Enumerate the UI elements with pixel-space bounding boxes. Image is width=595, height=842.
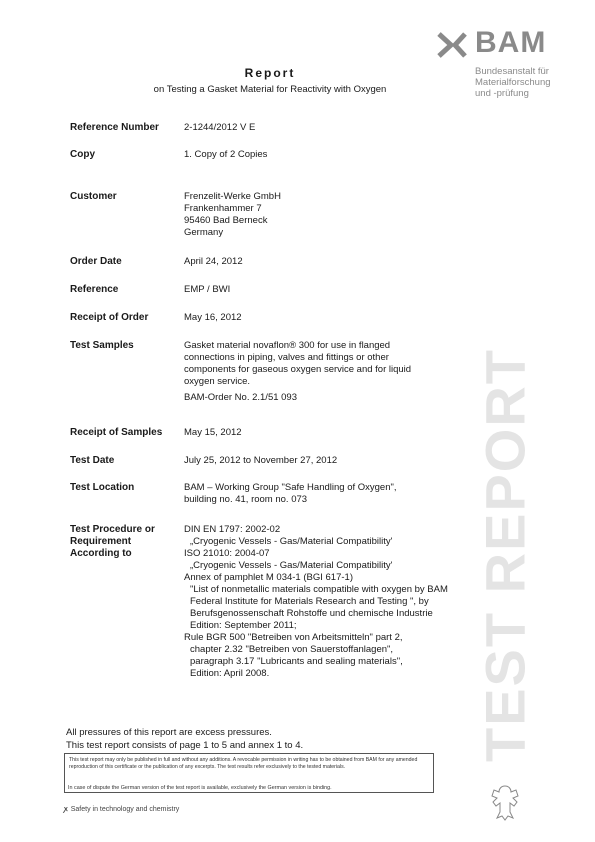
field-value [184,191,424,239]
logo-sub-line: Bundesanstalt für [475,66,549,77]
logo-sub-line: Materialforschung [475,77,551,88]
field-value: 1. Copy of 2 Copies [184,149,268,160]
report-subtitle: on Testing a Gasket Material for Reactivity with Oxygen [153,84,387,95]
report-title: Report [244,66,296,80]
procedure-line: „Cryogenic Vessels - Gas/Material Compatibility' [190,536,393,547]
logo-wordmark: BAM [475,26,547,59]
field-label: Receipt of Samples [70,427,163,438]
sample-line: Gasket material novaflon® 300 for use in flanged [184,340,391,351]
sample-line: oxygen service. [184,376,251,387]
location-line: BAM – Working Group "Safe Handling of Oxygen", [184,482,397,493]
sample-line: connections in piping, valves and fittings or other [184,352,389,363]
field-label: Test Samples [70,340,134,351]
field-label: Reference [70,284,119,295]
bam-small-logo-icon: ꭗ [64,806,68,813]
bam-logo [437,28,577,100]
procedure-line: Federal Institute for Materials Research and Testing ", by [190,596,429,607]
procedure-line: Rule BGR 500 "Betreiben von Arbeitsmitteln" part 2, [184,632,403,643]
field-value: EMP / BWI [184,284,231,295]
field-value: April 24, 2012 [184,256,243,267]
label-line: Test Procedure or [70,524,155,535]
field-label: Order Date [70,256,122,267]
procedure-line: „Cryogenic Vessels - Gas/Material Compatibility' [190,560,393,571]
footer-tagline [64,805,464,814]
bam-logo-mark-icon [437,32,467,58]
field-label: Reference Number [70,122,159,133]
logo-subtitle [475,66,551,99]
procedure-line: Edition: September 2011; [190,620,297,631]
field-label: Test Date [70,455,115,466]
field-value [184,340,424,404]
field-value [184,482,424,506]
federal-eagle-icon [488,782,522,822]
procedure-line: Annex of pamphlet M 034-1 (BGI 617-1) [184,572,353,583]
customer-line: Frankenhammer 7 [184,203,262,214]
label-line: Requirement [70,536,132,547]
procedure-line: ISO 21010: 2004-07 [184,548,270,559]
field-value: July 25, 2012 to November 27, 2012 [184,455,338,466]
banner-text: TEST REPORT [473,347,537,763]
field-value: May 16, 2012 [184,312,242,323]
label-line: According to [70,548,132,559]
procedure-line: DIN EN 1797: 2002-02 [184,524,281,535]
field-label: Test Location [70,482,135,493]
field-label: Copy [70,149,95,160]
field-value: May 15, 2012 [184,427,242,438]
logo-sub-line: und -prüfung [475,88,529,99]
field-label [70,524,178,560]
pressures-note: All pressures of this report are excess pressures. [66,727,272,738]
bam-order-number: BAM-Order No. 2.1/51 093 [184,392,297,403]
field-value: 2-1244/2012 V E [184,122,256,133]
field-value [184,524,448,680]
procedure-line: "List of nonmetallic materials compatible with oxygen by BAM [190,584,448,595]
customer-line: Germany [184,227,224,238]
location-line: building no. 41, room no. 073 [184,494,308,505]
customer-line: 95460 Bad Berneck [184,215,268,226]
procedure-line: Edition: April 2008. [190,668,270,679]
field-label: Receipt of Order [70,312,149,323]
test-report-banner [470,320,540,790]
pages-note: This test report consists of page 1 to 5 and annex 1 to 4. [66,740,304,751]
sample-line: components for gaseous oxygen service and for liquid [184,364,412,375]
procedure-line: paragraph 3.17 "Lubricants and sealing materials", [190,656,403,667]
procedure-line: Berufsgenossenschaft Rohstoffe und chemische Industrie [190,608,433,619]
field-label: Customer [70,191,117,202]
procedure-line: chapter 2.32 "Betreiben von Sauerstoffanlagen", [190,644,394,655]
tagline-text: Safety in technology and chemistry [70,806,180,813]
publication-notice: This test report may only be published in full and without any additions. A revocable permission in writing has to be obtained from BAM for any amended reproduction of this certificate or the publication of any excerpts. The test results refer exclusively to the tested materials. [64,753,434,793]
language-notice: In case of dispute the German version of the test report is available, exclusively the German version is binding. [68,785,332,791]
customer-line: Frenzelit-Werke GmbH [184,191,281,202]
